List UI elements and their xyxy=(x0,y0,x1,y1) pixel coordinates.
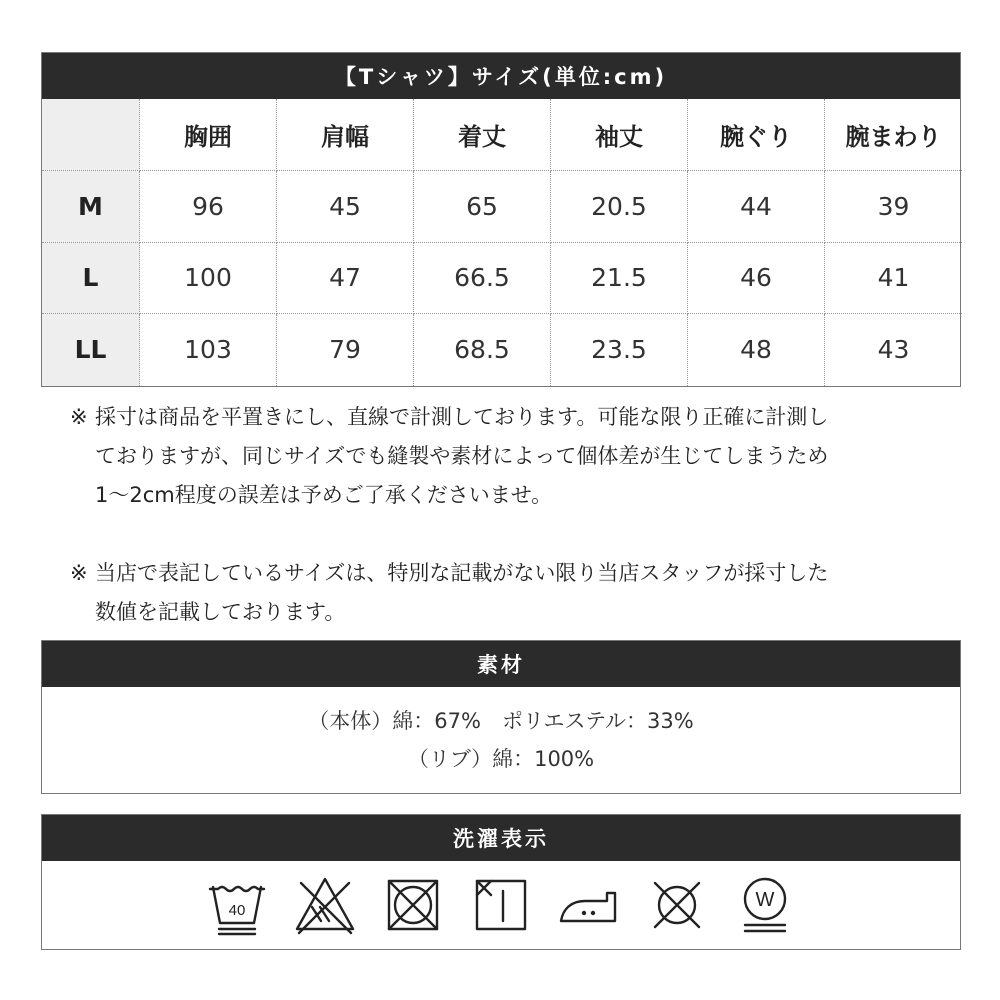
column-header-arm-circumference: 腕まわり xyxy=(825,99,962,171)
size-table-title: 【Tシャツ】サイズ(単位:cm) xyxy=(42,53,960,99)
care-section xyxy=(41,814,961,950)
table-cell: 100 xyxy=(140,243,277,315)
note-line: 1～2cm程度の誤差は予めご了承くださいませ。 xyxy=(95,483,553,507)
wet-clean-letter: W xyxy=(755,889,775,911)
table-cell: 23.5 xyxy=(551,314,688,386)
material-line-body: （本体）綿：67% ポリエステル：33% xyxy=(308,709,694,733)
no-bleach-icon xyxy=(293,873,357,937)
material-title: 素材 xyxy=(42,641,960,687)
wash-40-icon xyxy=(205,873,269,937)
note-line: 数値を記載しております。 xyxy=(95,600,346,624)
no-dry-clean-icon xyxy=(645,873,709,937)
note-line: 採寸は商品を平置きにし、直線で計測しております。可能な限り正確に計測し xyxy=(95,405,829,429)
table-cell: 43 xyxy=(877,335,910,365)
column-header-armhole: 腕ぐり xyxy=(688,99,825,171)
table-cell: 39 xyxy=(825,171,962,243)
note-line: 当店で表記しているサイズは、特別な記載がない限り当店スタッフが採寸した xyxy=(95,561,829,585)
material-body xyxy=(42,687,960,793)
note-line: ておりますが、同じサイズでも縫製や素材によって個体差が生じてしまうため xyxy=(95,444,829,468)
size-table xyxy=(41,52,961,387)
table-cell: 96 xyxy=(140,171,277,243)
column-header-chest: 胸囲 xyxy=(140,99,277,171)
row-header-ll: LL xyxy=(42,314,140,386)
size-grid xyxy=(42,99,960,386)
table-cell: 68.5 xyxy=(414,314,551,386)
table-cell: 20.5 xyxy=(551,171,688,243)
table-cell: 103 xyxy=(140,314,277,386)
row-header-m: M xyxy=(42,171,140,243)
column-header-sleeve: 袖丈 xyxy=(551,99,688,171)
wet-clean-icon xyxy=(733,873,797,937)
note-mark: ※ xyxy=(70,405,88,429)
notes-section xyxy=(70,398,950,632)
corner-cell xyxy=(42,99,140,171)
table-cell: 45 xyxy=(277,171,414,243)
care-title: 洗濯表示 xyxy=(42,815,960,861)
iron-low-icon xyxy=(557,873,621,937)
material-line-rib: （リブ）綿：100% xyxy=(407,747,595,771)
row-header-l: L xyxy=(42,243,140,315)
table-cell: 46 xyxy=(688,243,825,315)
line-dry-shade-icon xyxy=(469,873,533,937)
column-header-length: 着丈 xyxy=(414,99,551,171)
table-cell: 79 xyxy=(277,314,414,386)
column-header-shoulder: 肩幅 xyxy=(277,99,414,171)
table-cell: 66.5 xyxy=(414,243,551,315)
no-tumble-dry-icon xyxy=(381,873,445,937)
wash-temp-text: 40 xyxy=(228,902,246,919)
table-cell: 41 xyxy=(825,243,962,315)
measurement-note xyxy=(70,398,950,515)
table-cell: 21.5 xyxy=(551,243,688,315)
material-section xyxy=(41,640,961,794)
table-cell: 65 xyxy=(414,171,551,243)
table-cell: 48 xyxy=(688,314,825,386)
table-cell: 44 xyxy=(688,171,825,243)
note-mark: ※ xyxy=(70,561,88,585)
care-icons xyxy=(42,861,960,949)
size-note xyxy=(70,554,950,632)
table-cell: 47 xyxy=(277,243,414,315)
